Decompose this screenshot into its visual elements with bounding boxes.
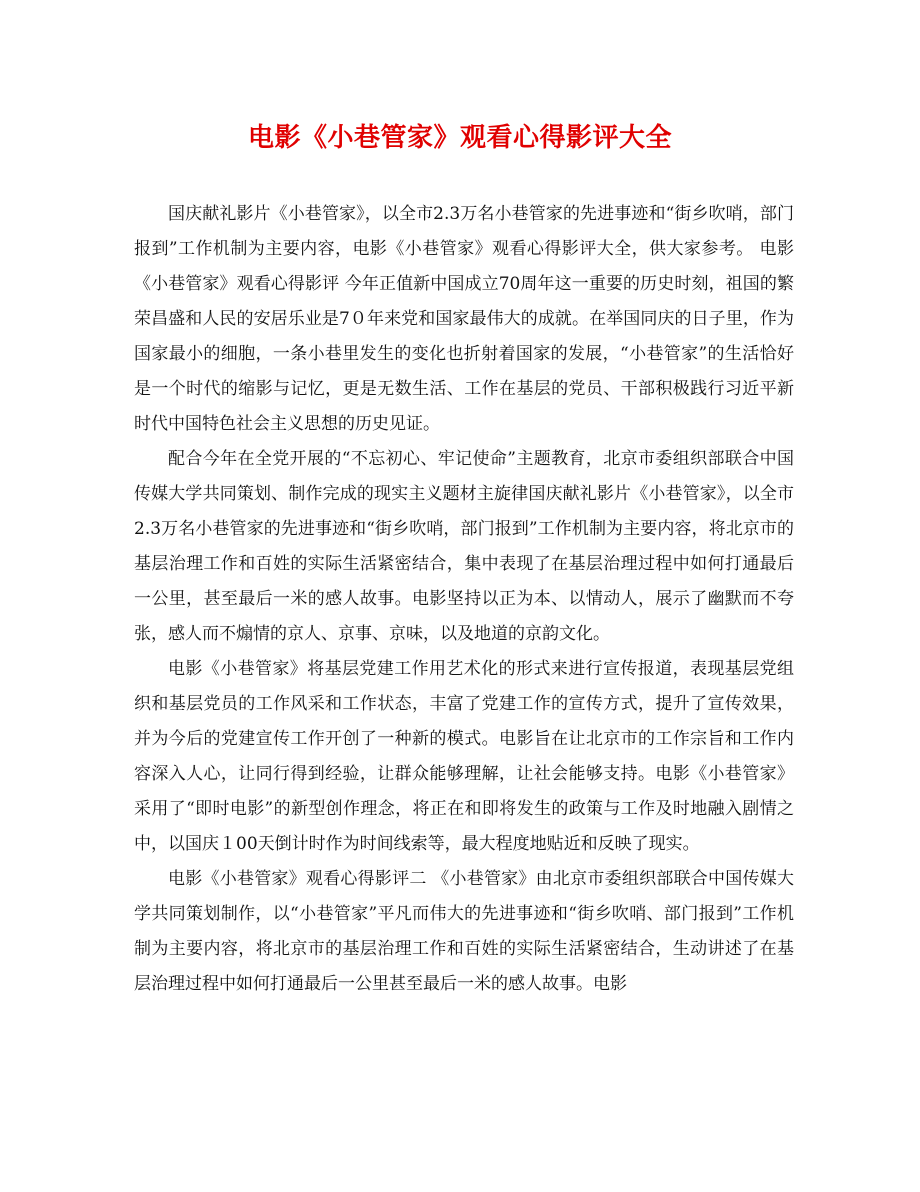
- body-paragraph-2: 配合今年在全党开展的“不忘初心、牢记使命”主题教育，北京市委组织部联合中国传媒大学共同策划、制作完成的现实主义题材主旋律国庆献礼影片《小巷管家》，以全市2.3万名小巷管家的先进事迹和“街乡吹哨，部门报到”工作机制为主要内容，将北京市的基层治理工作和百姓的实际生活紧密结合，集中表现了在基层治理过程中如何打通最后一公里，甚至最后一米的感人故事。电影坚持以正为本、以情动人，展示了幽默而不夸张，感人而不煽情的京人、京事、京味，以及地道的京韵文化。: [134, 449, 794, 644]
- body-paragraph-1: 国庆献礼影片《小巷管家》，以全市2.3万名小巷管家的先进事迹和“街乡吹哨，部门报到”工作机制为主要内容，电影《小巷管家》观看心得影评大全，供大家参考。﻿ 电影《小巷管家》观看心得影评﻿ 今年正值新中国成立70周年这一重要的历史时刻，祖国的繁荣昌盛和人民的安居乐业是7０年来党和国家最伟大的成就。在举国同庆的日子里，作为国家最小的细胞，一条小巷里发生的变化也折射着国家的发展，“小巷管家”的生活恰好是一个时代的缩影与记忆，更是无数生活、工作在基层的党员、干部积极践行习近平新时代中国特色社会主义思想的历史见证。: [134, 204, 794, 434]
- document-title: 电影《小巷管家》观看心得影评大全: [247, 123, 672, 153]
- body-paragraph-3: 电影《小巷管家》将基层党建工作用艺术化的形式来进行宣传报道，表现基层党组织和基层党员的工作风采和工作状态，丰富了党建工作的宣传方式，提升了宣传效果，并为今后的党建宣传工作开创了一种新的模式。电影旨在让北京市的工作宗旨和工作内容深入人心，让同行得到经验，让群众能够理解，让社会能够支持。电影《小巷管家》采用了“即时电影”的新型创作理念，将正在和即将发生的政策与工作及时地融入剧情之中，以国庆１00天倒计时作为时间线索等，最大程度地贴近和反映了现实。: [134, 659, 794, 854]
- body-paragraph-4: 电影《小巷管家》观看心得影评二﻿ 《小巷管家》由北京市委组织部联合中国传媒大学共同策划制作，以“小巷管家”平凡而伟大的先进事迹和“街乡吹哨、部门报到”工作机制为主要内容，将北京市的基层治理工作和百姓的实际生活紧密结合，生动讲述了在基层治理过程中如何打通最后一公里甚至最后一米的感人故事。电影: [134, 869, 794, 994]
- document-body: [134, 197, 794, 1002]
